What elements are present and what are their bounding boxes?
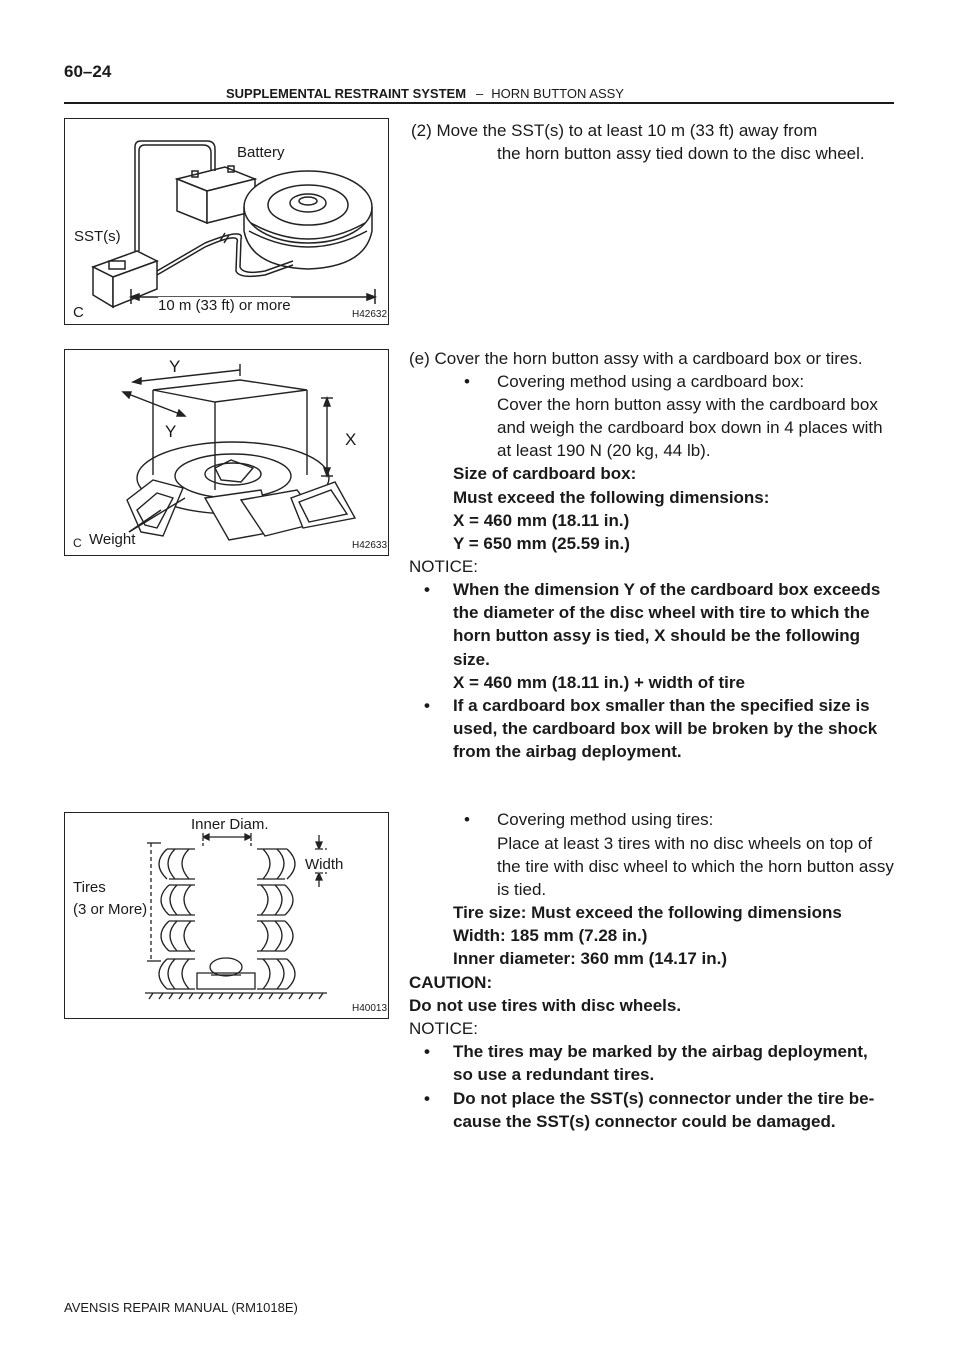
- step-e: (e) Cover the horn button assy with a cardboard box or tires.: [409, 349, 863, 368]
- distance-label: 10 m (33 ft) or more: [158, 297, 291, 314]
- notice-1-line-3: horn button assy is tied, X should be the following: [453, 626, 861, 645]
- dimension-y-side-label: Y: [165, 422, 177, 441]
- bullet: •: [464, 810, 470, 829]
- tire-size-title: Tire size: Must exceed the following dimensions: [453, 903, 842, 922]
- notice-heading-1: NOTICE:: [409, 557, 478, 576]
- inner-diameter-label: Inner Diam.: [191, 816, 269, 833]
- notice-heading-2: NOTICE:: [409, 1019, 478, 1038]
- step-2-line-2: the horn button assy tied down to the disc wheel.: [497, 144, 865, 163]
- notice-1-line-2: the diameter of the disc wheel with tire to which the: [453, 603, 870, 622]
- notice-3-line-1: The tires may be marked by the airbag deployment,: [453, 1042, 868, 1061]
- bullet: •: [424, 696, 430, 715]
- bullet: •: [424, 1042, 430, 1061]
- figure-cardboard-box: [64, 349, 389, 556]
- box-size-x: X = 460 mm (18.11 in.): [453, 511, 630, 530]
- box-method-line-2: and weigh the cardboard box down in 4 places with: [497, 418, 883, 437]
- box-method-line-3: at least 190 N (20 kg, 44 lb).: [497, 441, 711, 460]
- tires-method-line-3: is tied.: [497, 880, 547, 899]
- box-size-y: Y = 650 mm (25.59 in.): [453, 534, 630, 553]
- box-method-line-1: Cover the horn button assy with the cardboard box: [497, 395, 878, 414]
- figure-code: H42632: [352, 309, 388, 320]
- notice-4-line-2: cause the SST(s) connector could be damaged.: [453, 1112, 836, 1131]
- header-separator: –: [476, 86, 484, 101]
- figure-sst-distance: [64, 118, 389, 325]
- caution-heading: CAUTION:: [409, 973, 493, 992]
- notice-1-line-1: When the dimension Y of the cardboard box exceeds: [453, 580, 881, 599]
- figure-code: H42633: [352, 540, 388, 551]
- page-footer: AVENSIS REPAIR MANUAL (RM1018E): [64, 1300, 298, 1315]
- box-method-title: Covering method using a cardboard box:: [497, 372, 805, 391]
- tires-method-line-1: Place at least 3 tires with no disc wheels on top of: [497, 834, 873, 853]
- dimension-x-label: X: [345, 430, 357, 449]
- caution-text: Do not use tires with disc wheels.: [409, 996, 682, 1015]
- sst-label: SST(s): [74, 228, 121, 245]
- tires-method-line-2: the tire with disc wheel to which the horn button assy: [497, 857, 894, 876]
- figure-tires-stack: [64, 812, 389, 1019]
- bullet: •: [424, 1089, 430, 1108]
- notice-4-line-1: Do not place the SST(s) connector under the tire be-: [453, 1089, 875, 1108]
- figure-sst-distance-drawing: [65, 119, 388, 324]
- step-2-line-1: (2) Move the SST(s) to at least 10 m (33 ft) away from: [411, 121, 818, 140]
- notice-2-line-1: If a cardboard box smaller than the specified size is: [453, 696, 870, 715]
- dimension-y-top-label: Y: [169, 357, 181, 376]
- notice-1-line-4: size.: [453, 650, 490, 669]
- tires-label-line1: Tires: [73, 879, 106, 896]
- box-size-must: Must exceed the following dimensions:: [453, 488, 770, 507]
- box-size-title: Size of cardboard box:: [453, 464, 637, 483]
- bullet: •: [464, 372, 470, 391]
- width-label: Width: [305, 856, 344, 873]
- tire-size-width: Width: 185 mm (7.28 in.): [453, 926, 648, 945]
- figure-corner-mark: C: [73, 536, 82, 550]
- battery-label: Battery: [237, 144, 285, 161]
- bullet: •: [424, 580, 430, 599]
- page-number: 60–24: [64, 62, 112, 81]
- notice-3-line-2: so use a redundant tires.: [453, 1065, 655, 1084]
- notice-1-line-5: X = 460 mm (18.11 in.) + width of tire: [453, 673, 745, 692]
- tire-size-diameter: Inner diameter: 360 mm (14.17 in.): [453, 949, 727, 968]
- figure-code: H40013: [352, 1003, 388, 1014]
- subsection-title: HORN BUTTON ASSY: [491, 86, 624, 101]
- tires-label-line2: (3 or More): [73, 901, 148, 918]
- figure-corner-mark: C: [73, 304, 84, 321]
- notice-2-line-3: from the airbag deployment.: [453, 742, 682, 761]
- tires-method-title: Covering method using tires:: [497, 810, 714, 829]
- running-header: [64, 86, 894, 101]
- header-rule: [64, 102, 894, 104]
- figure-cardboard-box-drawing: [65, 350, 388, 555]
- notice-2-line-2: used, the cardboard box will be broken by the shock: [453, 719, 878, 738]
- weight-label: Weight: [89, 531, 136, 548]
- section-title: SUPPLEMENTAL RESTRAINT SYSTEM: [226, 86, 467, 101]
